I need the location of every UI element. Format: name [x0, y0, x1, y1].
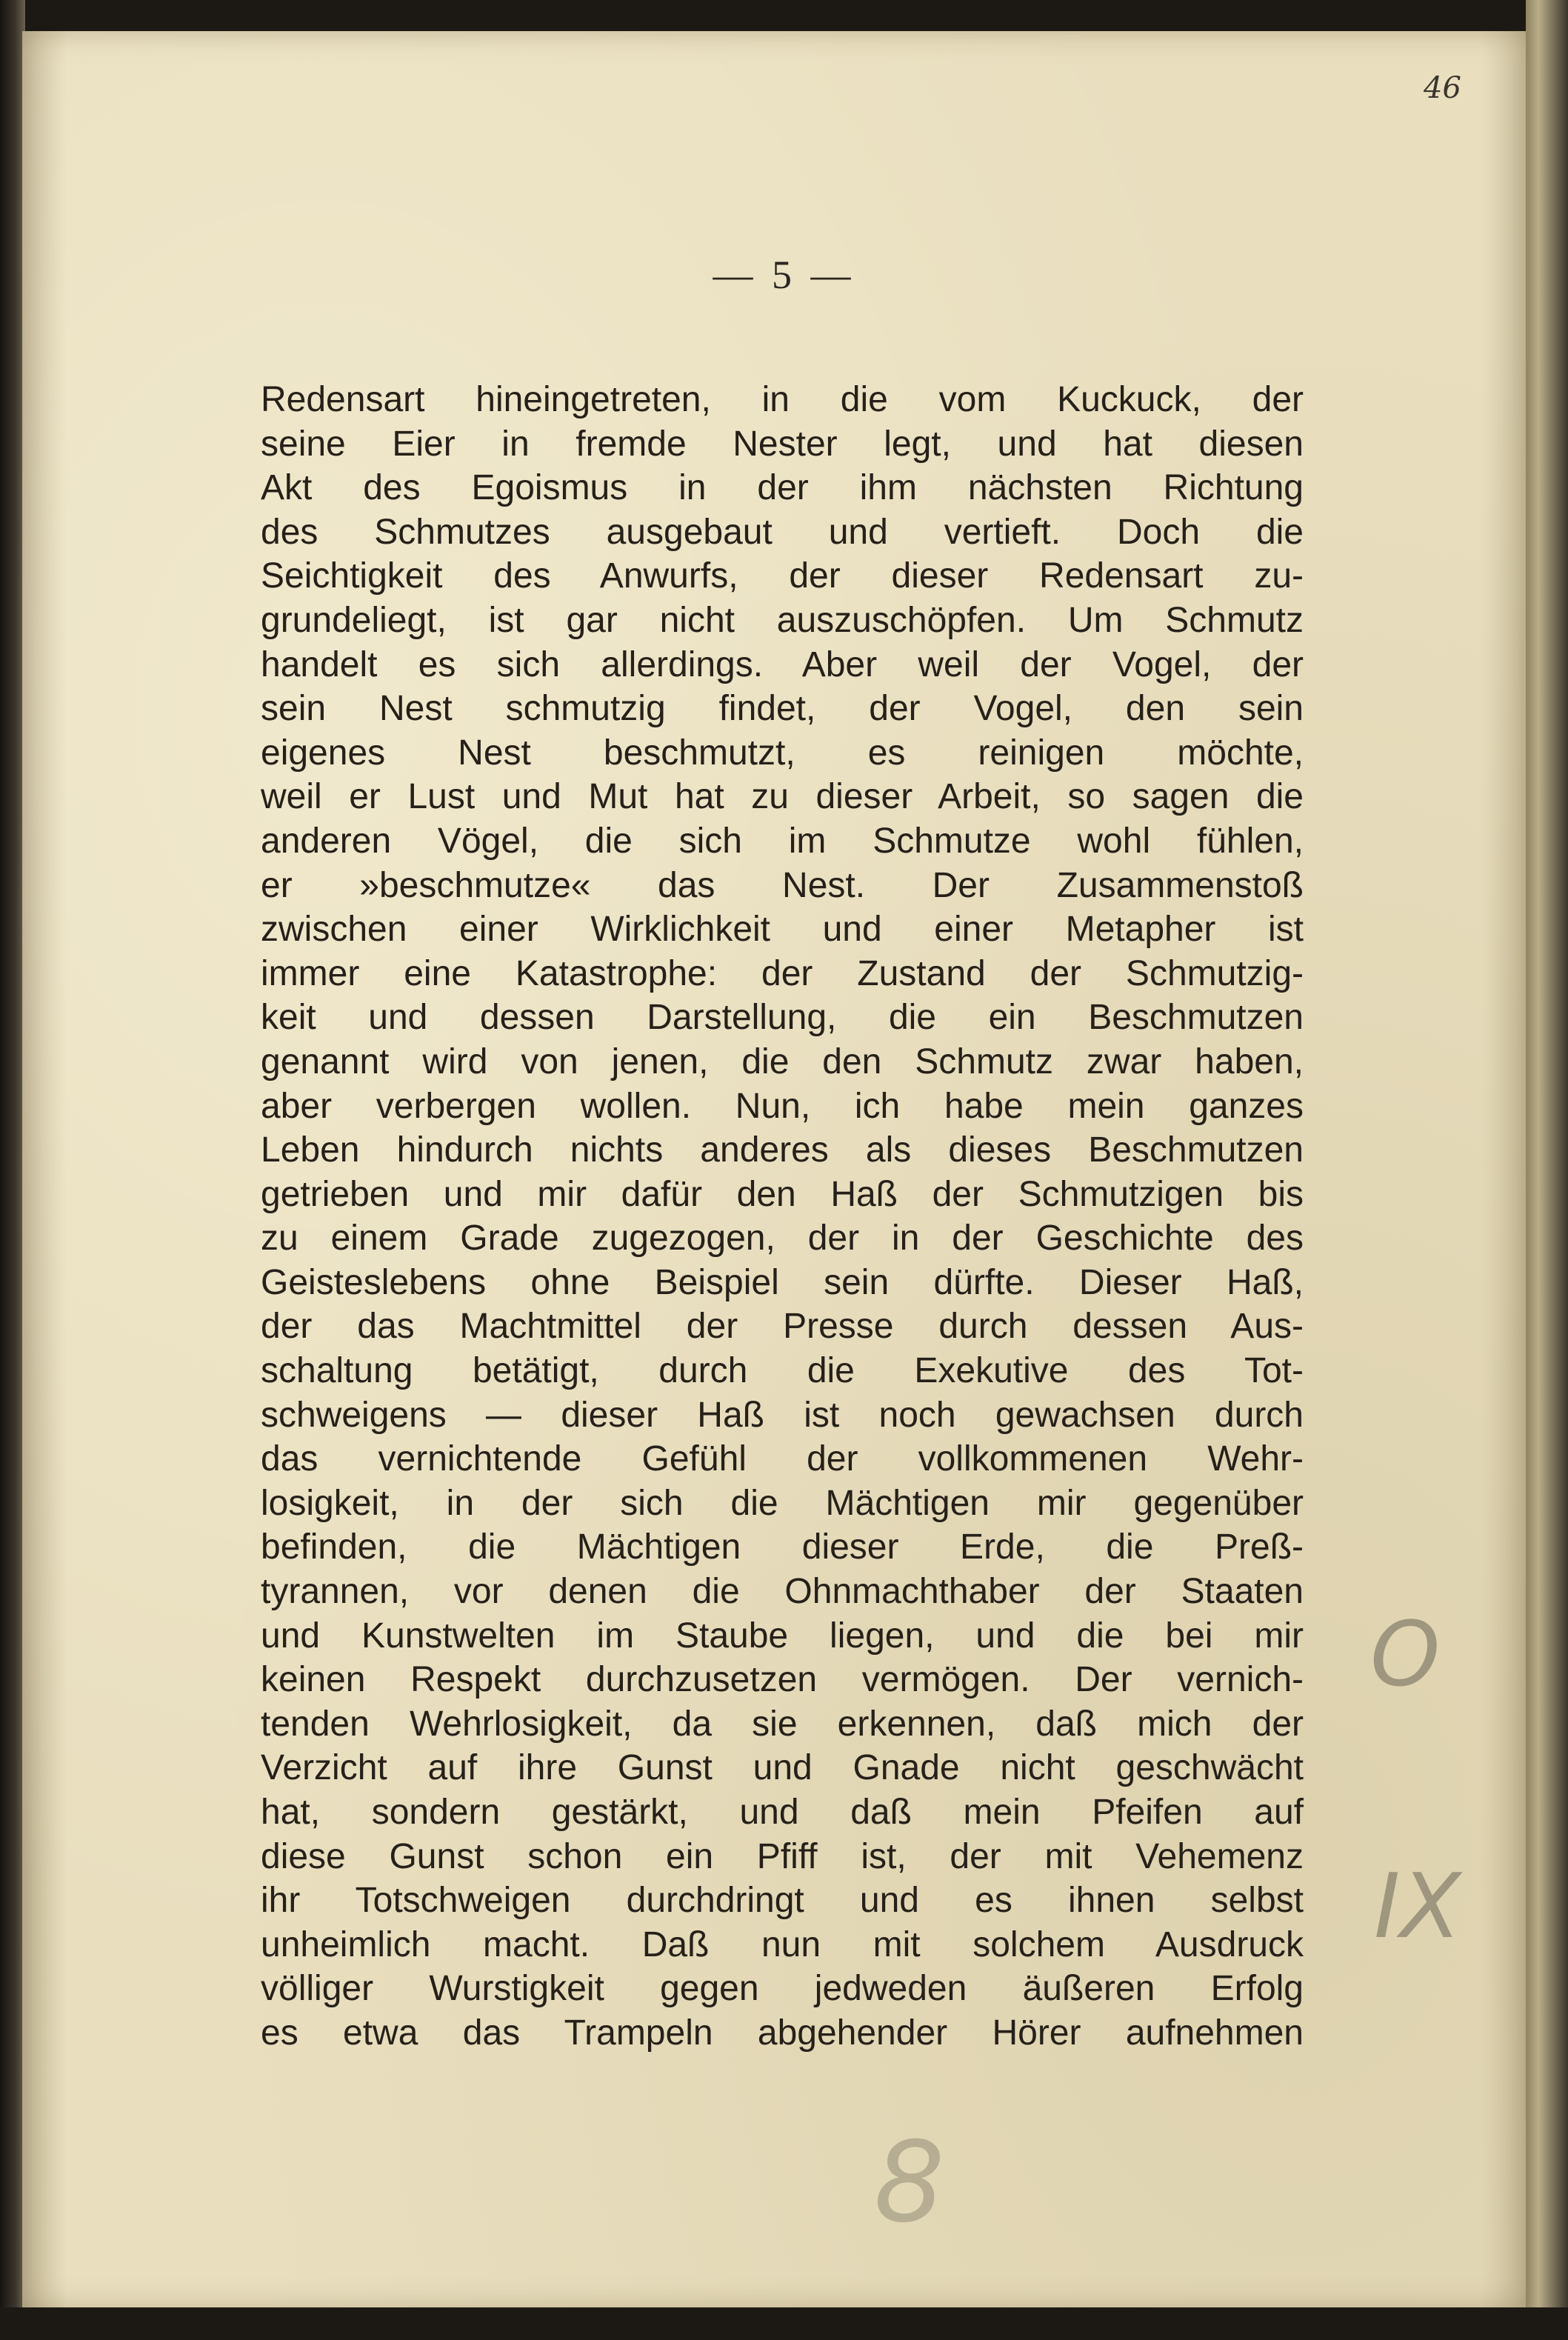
- text-line: der das Machtmittel der Presse durch dessen Aus-: [261, 1307, 1304, 1347]
- text-line: handelt es sich allerdings. Aber weil der Vogel, der: [261, 644, 1304, 684]
- text-line: diese Gunst schon ein Pfiff ist, der mit Vehemenz: [261, 1836, 1304, 1876]
- text-line: keinen Respekt durchzusetzen vermögen. Der vernich-: [261, 1660, 1304, 1700]
- text-line: immer eine Katastrophe: der Zustand der Schmutzig-: [261, 953, 1304, 993]
- text-line: völliger Wurstigkeit gegen jedweden äußeren Erfolg: [261, 1969, 1304, 2009]
- text-line: befinden, die Mächtigen dieser Erde, die Preß-: [261, 1527, 1304, 1567]
- text-line: und Kunstwelten im Staube liegen, und die bei mir: [261, 1616, 1304, 1656]
- text-line: losigkeit, in der sich die Mächtigen mir gegenüber: [261, 1483, 1304, 1523]
- text-line: hat, sondern gestärkt, und daß mein Pfeifen auf: [261, 1793, 1304, 1832]
- text-line: Seichtigkeit des Anwurfs, der dieser Redensart zu-: [261, 556, 1304, 596]
- text-line: Leben hindurch nichts anderes als dieses Beschmutzen: [261, 1130, 1304, 1170]
- text-line: aber verbergen wollen. Nun, ich habe mein ganzes: [261, 1086, 1304, 1126]
- text-line: keit und dessen Darstellung, die ein Beschmutzen: [261, 998, 1304, 1038]
- page-number: — 5 —: [713, 253, 855, 297]
- text-line: weil er Lust und Mut hat zu dieser Arbeit, so sagen die: [261, 777, 1304, 817]
- text-line: das vernichtende Gefühl der vollkommenen Wehr-: [261, 1439, 1304, 1479]
- text-line: unheimlich macht. Daß nun mit solchem Ausdruck: [261, 1924, 1304, 1964]
- page-edge-right: [1526, 0, 1568, 2340]
- pencil-mark-roman-numeral: IX: [1374, 1856, 1461, 1959]
- text-line: er »beschmutze« das Nest. Der Zusammenstoß: [261, 865, 1304, 905]
- book-spine: [0, 0, 25, 2340]
- text-line: genannt wird von jenen, die den Schmutz zwar haben,: [261, 1041, 1304, 1081]
- text-line: anderen Vögel, die sich im Schmutze wohl fühlen,: [261, 821, 1304, 861]
- pencil-mark-circle: O: [1370, 1604, 1441, 1707]
- text-line: schaltung betätigt, durch die Exekutive des Tot-: [261, 1351, 1304, 1391]
- text-line: Akt des Egoismus in der ihm nächsten Richtung: [261, 468, 1304, 508]
- scan-top-edge: [0, 0, 1568, 33]
- text-line: ihr Totschweigen durchdringt und es ihnen selbst: [261, 1881, 1304, 1921]
- text-line: zu einem Grade zugezogen, der in der Geschichte des: [261, 1219, 1304, 1259]
- text-line: es etwa das Trampeln abgehender Hörer aufnehmen: [261, 2013, 1304, 2053]
- text-line: Redensart hineingetreten, in die vom Kuckuck, der: [261, 380, 1304, 419]
- text-line: Geisteslebens ohne Beispiel sein dürfte. Dieser Haß,: [261, 1262, 1304, 1302]
- text-line: tyrannen, vor denen die Ohnmachthaber der Staaten: [261, 1572, 1304, 1612]
- body-text: [261, 378, 1304, 2056]
- text-line: Verzicht auf ihre Gunst und Gnade nicht geschwächt: [261, 1748, 1304, 1788]
- text-line: getrieben und mir dafür den Haß der Schmutzigen bis: [261, 1174, 1304, 1214]
- text-line: zwischen einer Wirklichkeit und einer Metapher ist: [261, 910, 1304, 950]
- text-line: tenden Wehrlosigkeit, da sie erkennen, daß mich der: [261, 1704, 1304, 1744]
- text-line: eigenes Nest beschmutzt, es reinigen möchte,: [261, 733, 1304, 773]
- handwritten-folio-number: 46: [1424, 71, 1461, 105]
- scan-bottom-edge: [0, 2307, 1568, 2340]
- text-line: sein Nest schmutzig findet, der Vogel, den sein: [261, 689, 1304, 729]
- text-line: des Schmutzes ausgebaut und vertieft. Doch die: [261, 512, 1304, 552]
- text-line: grundeliegt, ist gar nicht auszuschöpfen. Um Schmutz: [261, 600, 1304, 640]
- text-line: seine Eier in fremde Nester legt, und hat diesen: [261, 424, 1304, 464]
- pencil-mark-bottom: 8: [874, 2119, 945, 2247]
- text-line: schweigens — dieser Haß ist noch gewachsen durch: [261, 1395, 1304, 1435]
